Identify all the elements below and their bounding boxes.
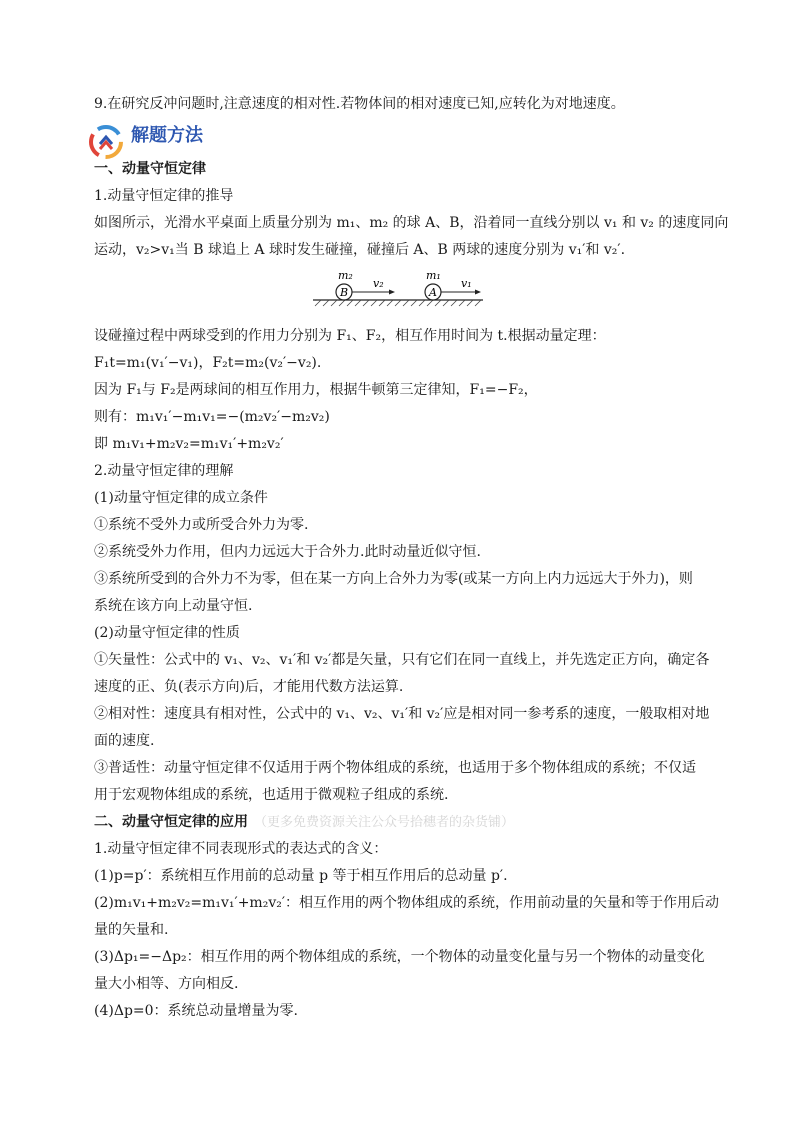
section-logo-icon — [88, 124, 124, 160]
list-item: (4)Δp=0：系统总动量增量为零. — [94, 1003, 298, 1019]
list-item: ②系统受外力作用，但内力远远大于合外力.此时动量近似守恒. — [94, 544, 481, 560]
heading-2 — [94, 812, 708, 833]
vel-a-label: v₁ — [461, 277, 472, 290]
subheading: 2.动量守恒定律的理解 — [94, 463, 234, 479]
text-line: 运动，v₂>v₁当 B 球追上 A 球时发生碰撞，碰撞后 A、B 两球的速度分别为 v₁′和 v₂′. — [94, 242, 626, 258]
vel-b-label: v₂ — [373, 277, 384, 290]
text-line: 因为 F₁与 F₂是两球间的相互作用力，根据牛顿第三定律知，F₁=−F₂， — [94, 382, 538, 398]
text-line: 设碰撞过程中两球受到的作用力分别为 F₁、F₂，相互作用时间为 t.根据动量定理： — [94, 328, 606, 344]
text-line: 系统在该方向上动量守恒. — [94, 598, 253, 614]
equation-line: F₁t=m₁(v₁′−v₁)，F₂t=m₂(v₂′−v₂). — [94, 355, 322, 371]
list-item: ③普适性：动量守恒定律不仅适用于两个物体组成的系统，也适用于多个物体组成的系统；不仅适 — [94, 760, 696, 776]
heading-1: 一、动量守恒定律 — [94, 161, 206, 177]
subheading: 1.动量守恒定律的推导 — [94, 188, 234, 204]
equation-line: 即 m₁v₁+m₂v₂=m₁v₁′+m₂v₂′ — [94, 436, 284, 452]
list-item: (3)Δp₁=−Δp₂：相互作用的两个物体组成的系统，一个物体的动量变化量与另一个物体的动量变化 — [94, 949, 705, 965]
list-item: ②相对性：速度具有相对性，公式中的 v₁、v₂、v₁′和 v₂′应是相对同一参考系的速度，一般取相对地 — [94, 706, 710, 722]
text-line: 量大小相等、方向相反. — [94, 976, 239, 992]
list-item: ①系统不受外力或所受合外力为零. — [94, 517, 309, 533]
text-line: (1)动量守恒定律的成立条件 — [94, 490, 268, 506]
text-line: 速度的正、负(表示方向)后，才能用代数方法运算. — [94, 679, 404, 695]
mass-b-label: m₂ — [338, 269, 353, 282]
text-line: 1.动量守恒定律不同表现形式的表达式的含义： — [94, 841, 388, 857]
text-line: 面的速度. — [94, 733, 155, 749]
list-item: (1)p=p′：系统相互作用前的总动量 p 等于相互作用后的总动量 p′. — [94, 868, 508, 884]
list-item: (2)m₁v₁+m₂v₂=m₁v₁′+m₂v₂′：相互作用的两个物体组成的系统，作用前动量的矢量和等于作用后动 — [94, 895, 720, 911]
list-item: ③系统所受到的合外力不为零，但在某一方向上合外力为零(或某一方向上内力远远大于外力)，则 — [94, 571, 693, 587]
heading-2-text: 二、动量守恒定律的应用 — [94, 814, 248, 830]
collision-diagram — [311, 266, 485, 312]
list-item: ①矢量性：公式中的 v₁、v₂、v₁′和 v₂′都是矢量，只有它们在同一直线上，并先选定正方向，确定各 — [94, 652, 710, 668]
text-line: 用于宏观物体组成的系统，也适用于微观粒子组成的系统. — [94, 787, 449, 803]
watermark-text: （更多免费资源关注公众号拾穗者的杂货铺） — [254, 815, 515, 830]
mass-a-label: m₁ — [426, 269, 441, 282]
text-line: (2)动量守恒定律的性质 — [94, 625, 240, 641]
text-line: 9.在研究反冲问题时,注意速度的相对性.若物体间的相对速度已知,应转化为对地速度。 — [94, 96, 625, 112]
ball-b-label: B — [339, 286, 349, 299]
text-line: 量的矢量和. — [94, 922, 169, 938]
section-title: 解题方法 — [131, 125, 203, 146]
ball-a-label: A — [429, 286, 437, 299]
equation-line: 则有：m₁v₁′−m₁v₁=−(m₂v₂′−m₂v₂) — [94, 409, 330, 425]
text-line: 如图所示，光滑水平桌面上质量分别为 m₁、m₂ 的球 A、B，沿着同一直线分别以 v₁ 和 v₂ 的速度同向 — [94, 215, 729, 231]
